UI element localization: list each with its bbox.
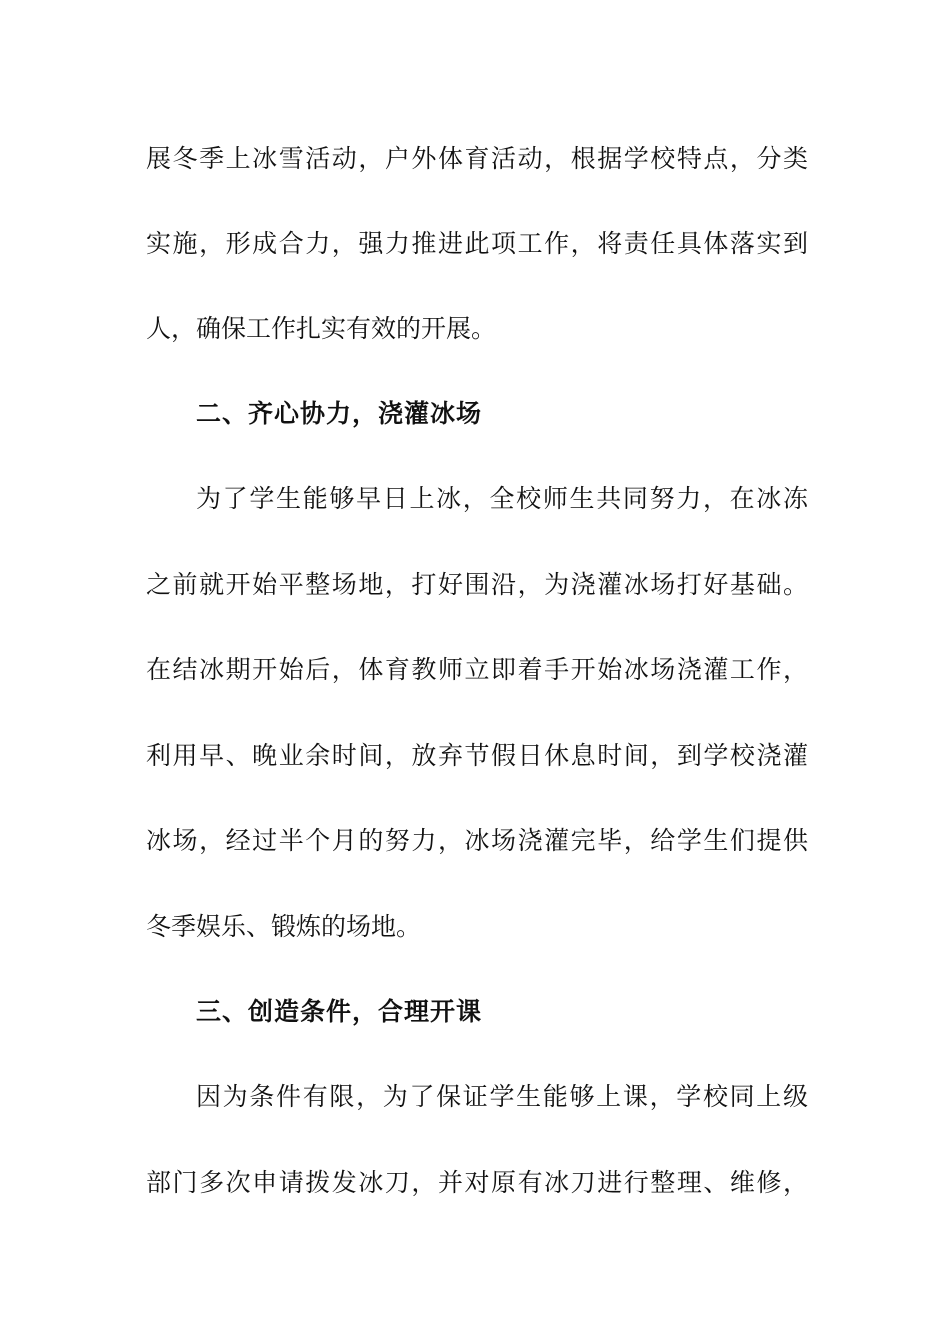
- paragraph1-line-3: 人，确保工作扎实有效的开展。: [146, 314, 497, 343]
- paragraph3-line-2: 部门多次申请拨发冰刀，并对原有冰刀进行整理、维修，: [146, 1168, 808, 1197]
- paragraph2-line-4: 利用早、晚业余时间，放弃节假日休息时间，到学校浇灌: [146, 741, 808, 770]
- paragraph2-line-5: 冰场，经过半个月的努力，冰场浇灌完毕，给学生们提供: [146, 826, 808, 855]
- paragraph3-line-1: 因为条件有限，为了保证学生能够上课，学校同上级: [196, 1082, 808, 1111]
- paragraph1-line-2: 实施，形成合力，强力推进此项工作，将责任具体落实到: [146, 229, 808, 258]
- paragraph2-line-2: 之前就开始平整场地，打好围沿，为浇灌冰场打好基础。: [146, 570, 808, 599]
- paragraph2-line-1: 为了学生能够早日上冰，全校师生共同努力，在冰冻: [196, 484, 808, 513]
- section-heading-2: 二、齐心协力，浇灌冰场: [196, 399, 483, 428]
- section-heading-3: 三、创造条件，合理开课: [196, 997, 483, 1026]
- paragraph2-line-6: 冬季娱乐、锻炼的场地。: [146, 912, 422, 941]
- paragraph2-line-3: 在结冰期开始后，体育教师立即着手开始冰场浇灌工作，: [146, 655, 808, 684]
- paragraph1-line-1: 展冬季上冰雪活动，户外体育活动，根据学校特点，分类: [146, 144, 808, 173]
